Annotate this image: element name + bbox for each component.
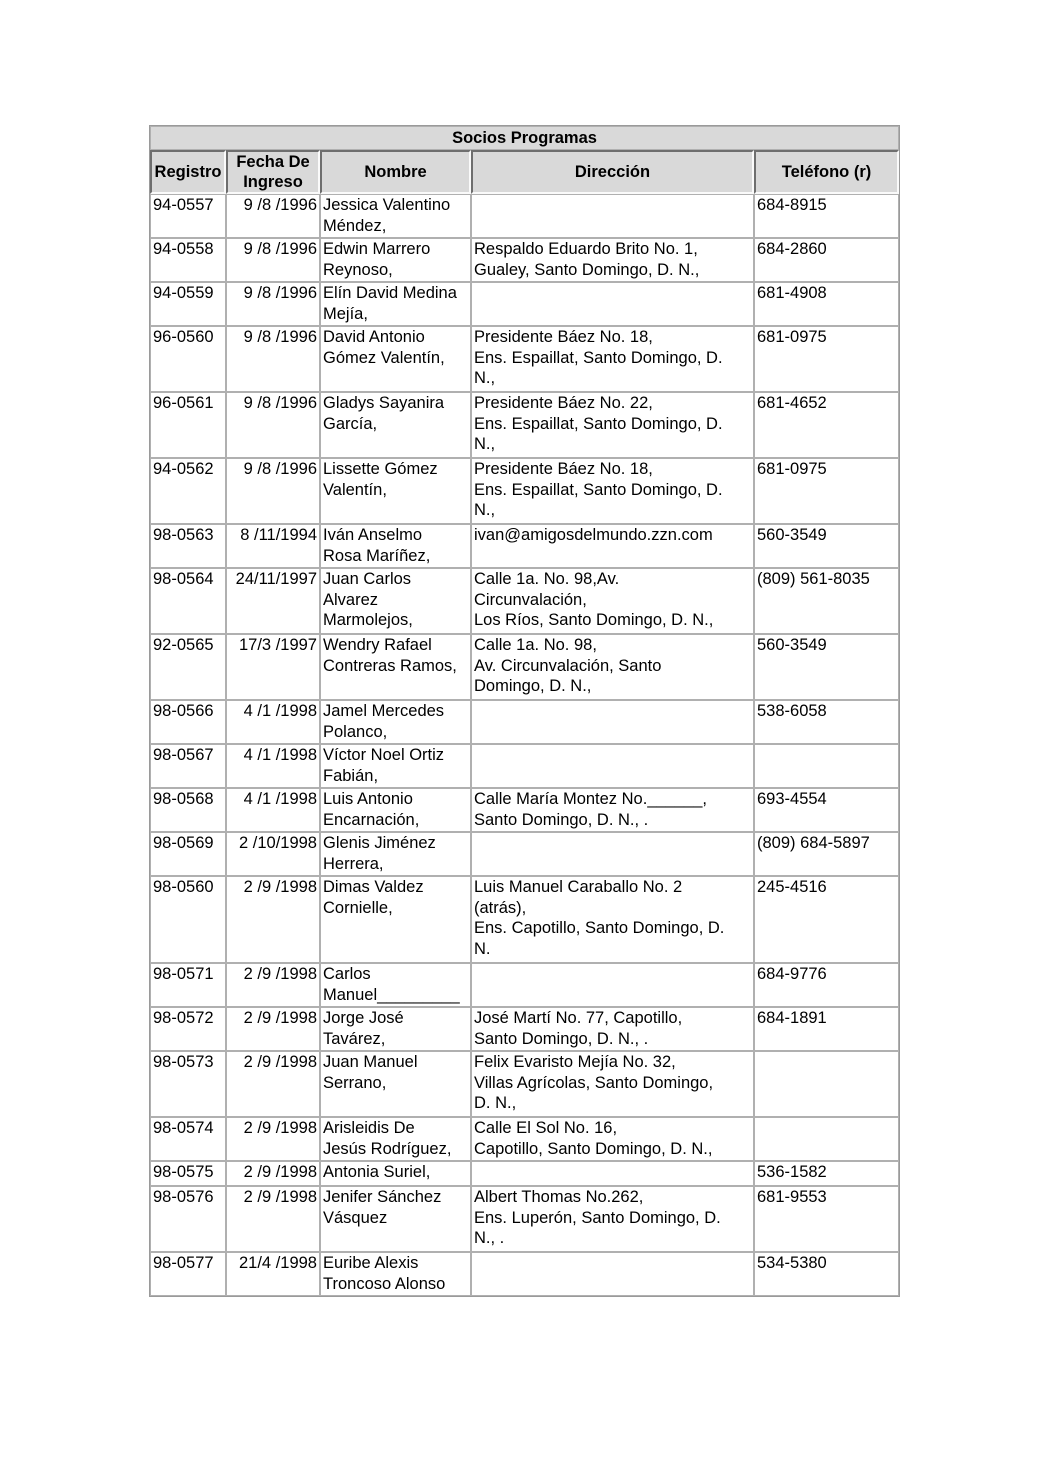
cell-telefono: 245-4516 [754, 876, 899, 963]
cell-direccion: Luis Manuel Caraballo No. 2 (atrás), Ens. Capotillo, Santo Domingo, D. N. [471, 876, 754, 963]
header-direccion: Dirección [471, 150, 754, 194]
cell-nombre: Jorge José Tavárez, [320, 1007, 471, 1051]
cell-direccion: Felix Evaristo Mejía No. 32, Villas Agrícolas, Santo Domingo, D. N., [471, 1051, 754, 1117]
cell-direccion: Calle El Sol No. 16, Capotillo, Santo Domingo, D. N., [471, 1117, 754, 1161]
cell-registro: 98-0571 [150, 963, 226, 1007]
table-row [150, 194, 899, 238]
cell-telefono: 684-9776 [754, 963, 899, 1007]
cell-fecha-ingreso: 9 /8 /1996 [226, 392, 320, 458]
cell-fecha-ingreso: 9 /8 /1996 [226, 194, 320, 238]
cell-fecha-ingreso: 17/3 /1997 [226, 634, 320, 700]
cell-nombre: Antonia Suriel, [320, 1161, 471, 1186]
cell-nombre: Juan Carlos Alvarez Marmolejos, [320, 568, 471, 634]
cell-telefono [754, 744, 899, 788]
cell-telefono [754, 1117, 899, 1161]
header-row [150, 150, 899, 194]
cell-fecha-ingreso: 4 /1 /1998 [226, 744, 320, 788]
cell-fecha-ingreso: 2 /10/1998 [226, 832, 320, 876]
table-row [150, 1161, 899, 1186]
cell-direccion [471, 194, 754, 238]
table-row [150, 282, 899, 326]
cell-direccion [471, 963, 754, 1007]
cell-registro: 98-0573 [150, 1051, 226, 1117]
cell-direccion: Respaldo Eduardo Brito No. 1, Gualey, Santo Domingo, D. N., [471, 238, 754, 282]
cell-nombre: Jenifer Sánchez Vásquez [320, 1186, 471, 1252]
cell-nombre: Luis Antonio Encarnación, [320, 788, 471, 832]
cell-telefono: 681-0975 [754, 326, 899, 392]
table-row [150, 700, 899, 744]
cell-telefono: 560-3549 [754, 634, 899, 700]
cell-registro: 94-0558 [150, 238, 226, 282]
cell-nombre: Víctor Noel Ortiz Fabián, [320, 744, 471, 788]
table-caption: Socios Programas [150, 126, 899, 150]
cell-telefono: (809) 684-5897 [754, 832, 899, 876]
table-row [150, 458, 899, 524]
cell-nombre: Edwin Marrero Reynoso, [320, 238, 471, 282]
table-row [150, 1252, 899, 1296]
cell-nombre: Glenis Jiménez Herrera, [320, 832, 471, 876]
table-row [150, 876, 899, 963]
header-nombre: Nombre [320, 150, 471, 194]
cell-telefono [754, 1051, 899, 1117]
cell-direccion [471, 1161, 754, 1186]
cell-fecha-ingreso: 21/4 /1998 [226, 1252, 320, 1296]
table-row [150, 326, 899, 392]
header-registro: Registro [150, 150, 226, 194]
cell-telefono: 560-3549 [754, 524, 899, 568]
cell-direccion [471, 744, 754, 788]
cell-telefono: 534-5380 [754, 1252, 899, 1296]
table-row [150, 392, 899, 458]
cell-telefono: (809) 561-8035 [754, 568, 899, 634]
table-row [150, 238, 899, 282]
cell-telefono: 684-1891 [754, 1007, 899, 1051]
cell-fecha-ingreso: 2 /9 /1998 [226, 1051, 320, 1117]
cell-registro: 96-0561 [150, 392, 226, 458]
cell-nombre: Gladys Sayanira García, [320, 392, 471, 458]
cell-nombre: Iván Anselmo Rosa Maríñez, [320, 524, 471, 568]
cell-registro: 98-0567 [150, 744, 226, 788]
cell-telefono: 684-8915 [754, 194, 899, 238]
cell-telefono: 684-2860 [754, 238, 899, 282]
table-row [150, 832, 899, 876]
table-row [150, 1007, 899, 1051]
table-row [150, 744, 899, 788]
cell-fecha-ingreso: 2 /9 /1998 [226, 1007, 320, 1051]
cell-nombre: Dimas Valdez Cornielle, [320, 876, 471, 963]
cell-direccion [471, 832, 754, 876]
header-fecha-de-ingreso: Fecha De Ingreso [226, 150, 320, 194]
table-row [150, 524, 899, 568]
cell-nombre: Carlos Manuel_________ [320, 963, 471, 1007]
cell-direccion: Calle 1a. No. 98, Av. Circunvalación, Santo Domingo, D. N., [471, 634, 754, 700]
cell-telefono: 681-4908 [754, 282, 899, 326]
cell-registro: 98-0576 [150, 1186, 226, 1252]
cell-direccion: Presidente Báez No. 18, Ens. Espaillat, Santo Domingo, D. N., [471, 326, 754, 392]
cell-registro: 98-0560 [150, 876, 226, 963]
table-row [150, 963, 899, 1007]
table-row [150, 788, 899, 832]
cell-registro: 98-0574 [150, 1117, 226, 1161]
cell-fecha-ingreso: 2 /9 /1998 [226, 1186, 320, 1252]
cell-direccion: Presidente Báez No. 22, Ens. Espaillat, Santo Domingo, D. N., [471, 392, 754, 458]
cell-nombre: Euribe Alexis Troncoso Alonso [320, 1252, 471, 1296]
cell-registro: 98-0568 [150, 788, 226, 832]
cell-nombre: Juan Manuel Serrano, [320, 1051, 471, 1117]
cell-direccion [471, 1252, 754, 1296]
cell-registro: 96-0560 [150, 326, 226, 392]
table-body [150, 194, 899, 1296]
cell-registro: 94-0557 [150, 194, 226, 238]
table-row [150, 1051, 899, 1117]
cell-nombre: Arisleidis De Jesús Rodríguez, [320, 1117, 471, 1161]
cell-registro: 98-0569 [150, 832, 226, 876]
cell-direccion: Calle María Montez No.______, Santo Domingo, D. N., . [471, 788, 754, 832]
cell-registro: 98-0563 [150, 524, 226, 568]
members-table-container [149, 125, 900, 1297]
cell-registro: 98-0566 [150, 700, 226, 744]
cell-fecha-ingreso: 9 /8 /1996 [226, 282, 320, 326]
table-row [150, 568, 899, 634]
cell-fecha-ingreso: 2 /9 /1998 [226, 1117, 320, 1161]
header-telefono: Teléfono (r) [754, 150, 899, 194]
cell-fecha-ingreso: 9 /8 /1996 [226, 238, 320, 282]
cell-direccion [471, 700, 754, 744]
cell-nombre: Jessica Valentino Méndez, [320, 194, 471, 238]
cell-fecha-ingreso: 24/11/1997 [226, 568, 320, 634]
cell-telefono: 681-9553 [754, 1186, 899, 1252]
cell-telefono: 536-1582 [754, 1161, 899, 1186]
cell-nombre: Elín David Medina Mejía, [320, 282, 471, 326]
cell-nombre: Jamel Mercedes Polanco, [320, 700, 471, 744]
cell-registro: 94-0559 [150, 282, 226, 326]
cell-fecha-ingreso: 8 /11/1994 [226, 524, 320, 568]
table-row [150, 634, 899, 700]
cell-nombre: Lissette Gómez Valentín, [320, 458, 471, 524]
table-row [150, 1186, 899, 1252]
cell-telefono: 538-6058 [754, 700, 899, 744]
cell-fecha-ingreso: 2 /9 /1998 [226, 963, 320, 1007]
cell-telefono: 681-4652 [754, 392, 899, 458]
cell-fecha-ingreso: 4 /1 /1998 [226, 700, 320, 744]
cell-fecha-ingreso: 9 /8 /1996 [226, 458, 320, 524]
cell-fecha-ingreso: 2 /9 /1998 [226, 876, 320, 963]
cell-direccion [471, 282, 754, 326]
members-table [149, 125, 900, 1297]
cell-direccion: José Martí No. 77, Capotillo, Santo Domingo, D. N., . [471, 1007, 754, 1051]
cell-telefono: 681-0975 [754, 458, 899, 524]
cell-registro: 98-0564 [150, 568, 226, 634]
cell-nombre: Wendry Rafael Contreras Ramos, [320, 634, 471, 700]
cell-fecha-ingreso: 4 /1 /1998 [226, 788, 320, 832]
cell-registro: 98-0577 [150, 1252, 226, 1296]
cell-telefono: 693-4554 [754, 788, 899, 832]
cell-registro: 98-0572 [150, 1007, 226, 1051]
cell-direccion: Presidente Báez No. 18, Ens. Espaillat, Santo Domingo, D. N., [471, 458, 754, 524]
cell-fecha-ingreso: 9 /8 /1996 [226, 326, 320, 392]
cell-registro: 94-0562 [150, 458, 226, 524]
cell-direccion: ivan@amigosdelmundo.zzn.com [471, 524, 754, 568]
cell-fecha-ingreso: 2 /9 /1998 [226, 1161, 320, 1186]
cell-registro: 92-0565 [150, 634, 226, 700]
cell-direccion: Albert Thomas No.262, Ens. Luperón, Santo Domingo, D. N., . [471, 1186, 754, 1252]
cell-nombre: David Antonio Gómez Valentín, [320, 326, 471, 392]
table-row [150, 1117, 899, 1161]
cell-registro: 98-0575 [150, 1161, 226, 1186]
cell-direccion: Calle 1a. No. 98,Av. Circunvalación, Los Ríos, Santo Domingo, D. N., [471, 568, 754, 634]
